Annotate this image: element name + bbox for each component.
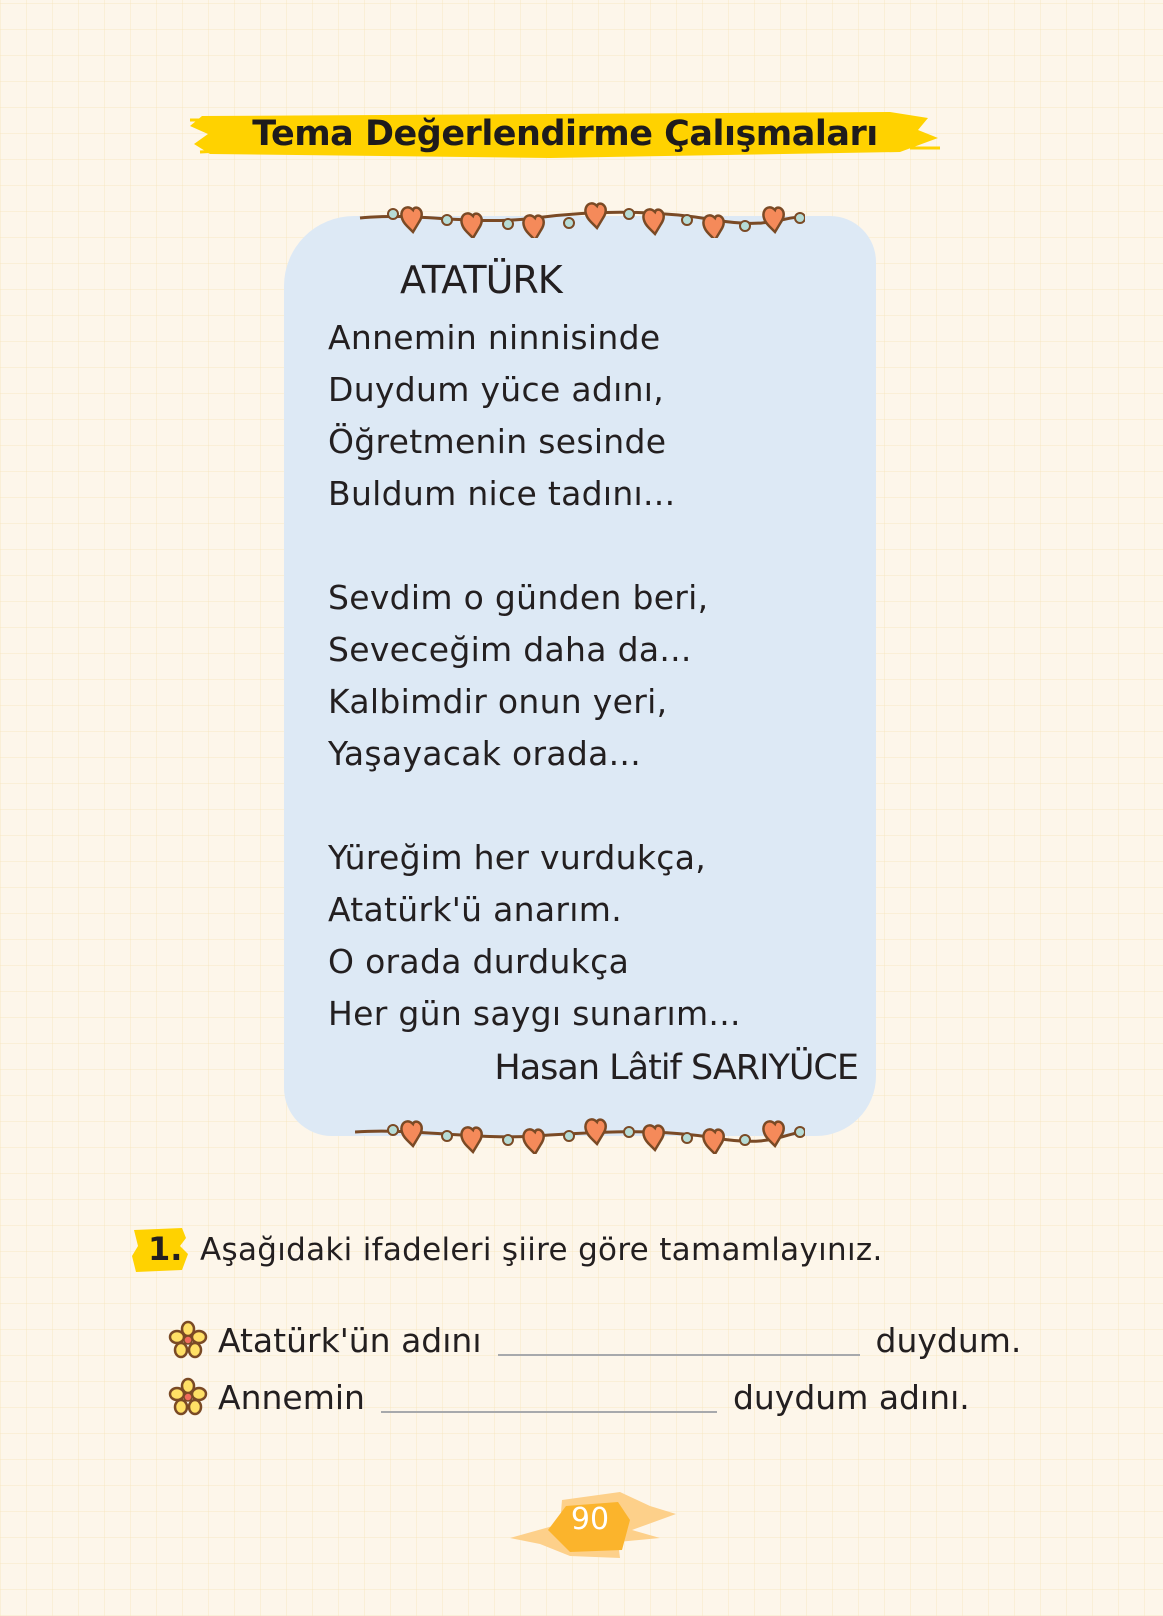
heart-garland-bottom [355, 1114, 805, 1154]
page-title: Tema Değerlendirme Çalışmaları [252, 114, 878, 154]
stanza-gap [328, 520, 741, 572]
poem-body [328, 312, 741, 1040]
poem-title: ATATÜRK [400, 258, 562, 302]
question-number-badge [130, 1226, 190, 1274]
item-prefix: Annemin [218, 1377, 365, 1417]
fill-in-item [168, 1372, 970, 1422]
poem-line: Öğretmenin sesinde [328, 422, 667, 461]
heart-garland-top [355, 198, 805, 238]
poem-line: Yaşayacak orada... [328, 734, 641, 773]
poem-line: Buldum nice tadını... [328, 474, 676, 513]
poem-author: Hasan Lâtif SARIYÜCE [494, 1048, 858, 1088]
stanza-gap [328, 780, 741, 832]
page-number: 90 [570, 1502, 610, 1537]
question-text: Aşağıdaki ifadeleri şiire göre tamamlayınız. [200, 1232, 883, 1268]
item-suffix: duydum. [875, 1320, 1022, 1360]
poem-line: Atatürk'ü anarım. [328, 890, 622, 929]
flower-icon [168, 1320, 208, 1360]
question-number: 1. [148, 1230, 183, 1268]
section-title-banner [190, 102, 940, 166]
poem-line: Her gün saygı sunarım... [328, 994, 741, 1033]
item-prefix: Atatürk'ün adını [218, 1320, 482, 1360]
page-number-badge [500, 1480, 680, 1570]
question-1 [130, 1220, 883, 1280]
flower-icon [168, 1377, 208, 1417]
poem-line: O orada durdukça [328, 942, 630, 981]
poem-line: Sevdim o günden beri, [328, 578, 709, 617]
poem-line: Annemin ninnisinde [328, 318, 661, 357]
fill-in-item [168, 1315, 1021, 1365]
poem-line: Kalbimdir onun yeri, [328, 682, 668, 721]
answer-blank-2[interactable] [381, 1381, 717, 1413]
poem-line: Yüreğim her vurdukça, [328, 838, 707, 877]
item-suffix: duydum adını. [732, 1377, 970, 1417]
poem-line: Duydum yüce adını, [328, 370, 665, 409]
answer-blank-1[interactable] [498, 1324, 860, 1356]
poem-line: Seveceğim daha da... [328, 630, 692, 669]
